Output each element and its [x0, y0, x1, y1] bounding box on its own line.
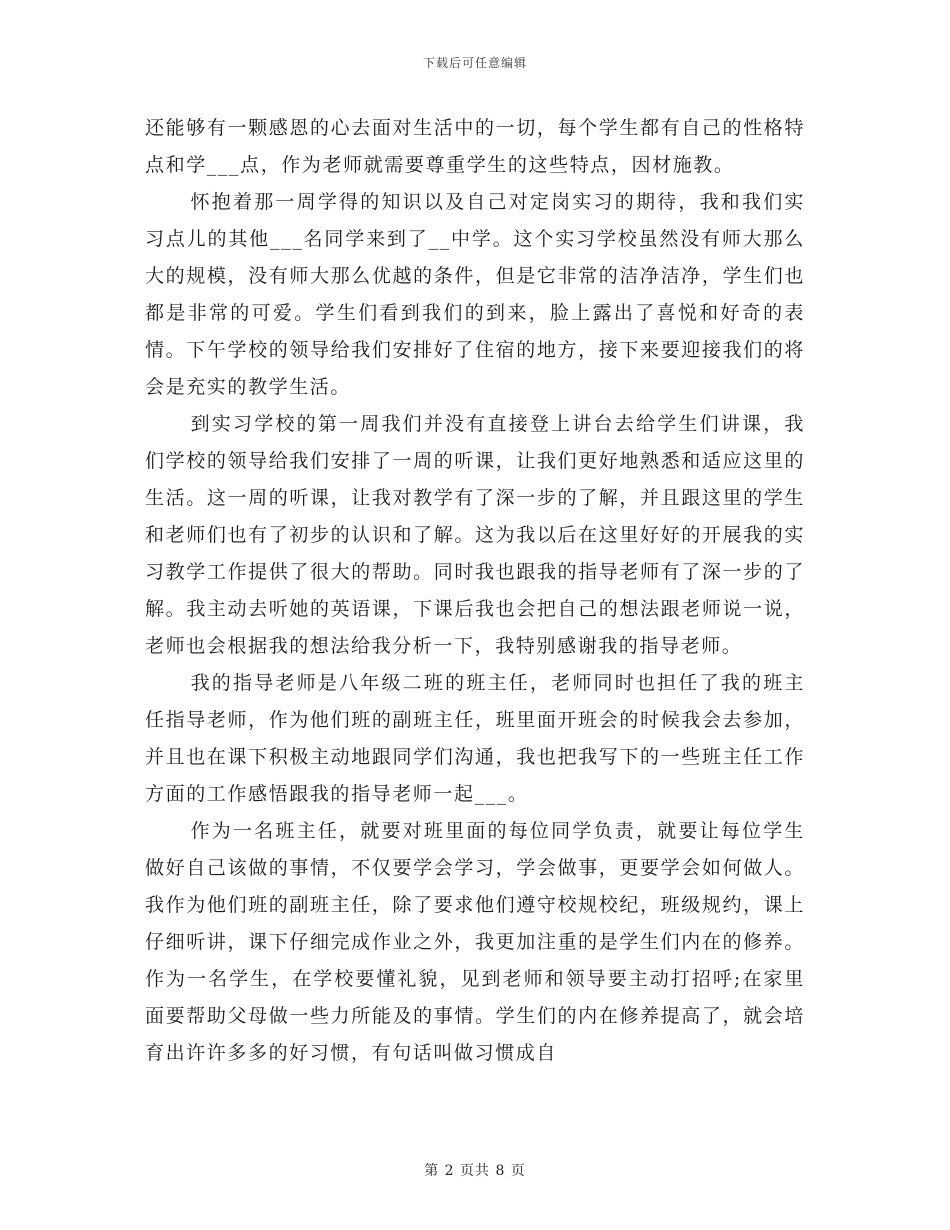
paragraph-1: 还能够有一颗感恩的心去面对生活中的一切，每个学生都有自己的性格特点和学___点，作为老师就需要尊重学生的这些特点，因材施教。: [145, 117, 805, 176]
page-header: 下载后可任意编辑: [422, 56, 527, 70]
paragraph-5: 作为一名班主任，就要对班里面的每位同学负责，就要让每位学生做好自己该做的事情，不仅要学会学习，学会做事，更要学会如何做人。我作为他们班的副班主任，除了要求他们遵守校规校纪，班级规约，课上仔细听讲，课下仔细完成作业之外，我更加注重的是学生们内在的修养。作为一名学生，在学校要懂礼貌，见到老师和领导要主动打招呼;在家里面要帮助父母做一些力所能及的事情。学生们的内在修养提高了，就会培育出许许多多的好习惯，有句话叫做习惯成自: [145, 820, 805, 1064]
document-body: [145, 110, 805, 1072]
paragraph-2: 怀抱着那一周学得的知识以及自己对定岗实习的期待，我和我们实习点儿的其他___名同学来到了__中学。这个实习学校虽然没有师大那么大的规模，没有师大那么优越的条件，但是它非常的洁净洁净，学生们也都是非常的可爱。学生们看到我们的到来，脸上露出了喜悦和好奇的表情。下午学校的领导给我们安排好了住宿的地方，接下来要迎接我们的将会是充实的教学生活。: [145, 191, 805, 398]
page-number-footer: 第 2 页共 8 页: [424, 1163, 526, 1179]
paragraph-4: 我的指导老师是八年级二班的班主任，老师同时也担任了我的班主任指导老师，作为他们班的副班主任，班里面开班会的时候我会去参加，并且也在课下积极主动地跟同学们沟通，我也把我写下的一些班主任工作方面的工作感悟跟我的指导老师一起___。: [145, 672, 805, 805]
paragraph-3: 到实习学校的第一周我们并没有直接登上讲台去给学生们讲课，我们学校的领导给我们安排了一周的听课，让我们更好地熟悉和适应这里的生活。这一周的听课，让我对教学有了深一步的了解，并且跟这里的学生和老师们也有了初步的认识和了解。这为我以后在这里好好的开展我的实习教学工作提供了很大的帮助。同时我也跟我的指导老师有了深一步的了解。我主动去听她的英语课，下课后我也会把自己的想法跟老师说一说，老师也会根据我的想法给我分析一下，我特别感谢我的指导老师。: [145, 413, 805, 657]
